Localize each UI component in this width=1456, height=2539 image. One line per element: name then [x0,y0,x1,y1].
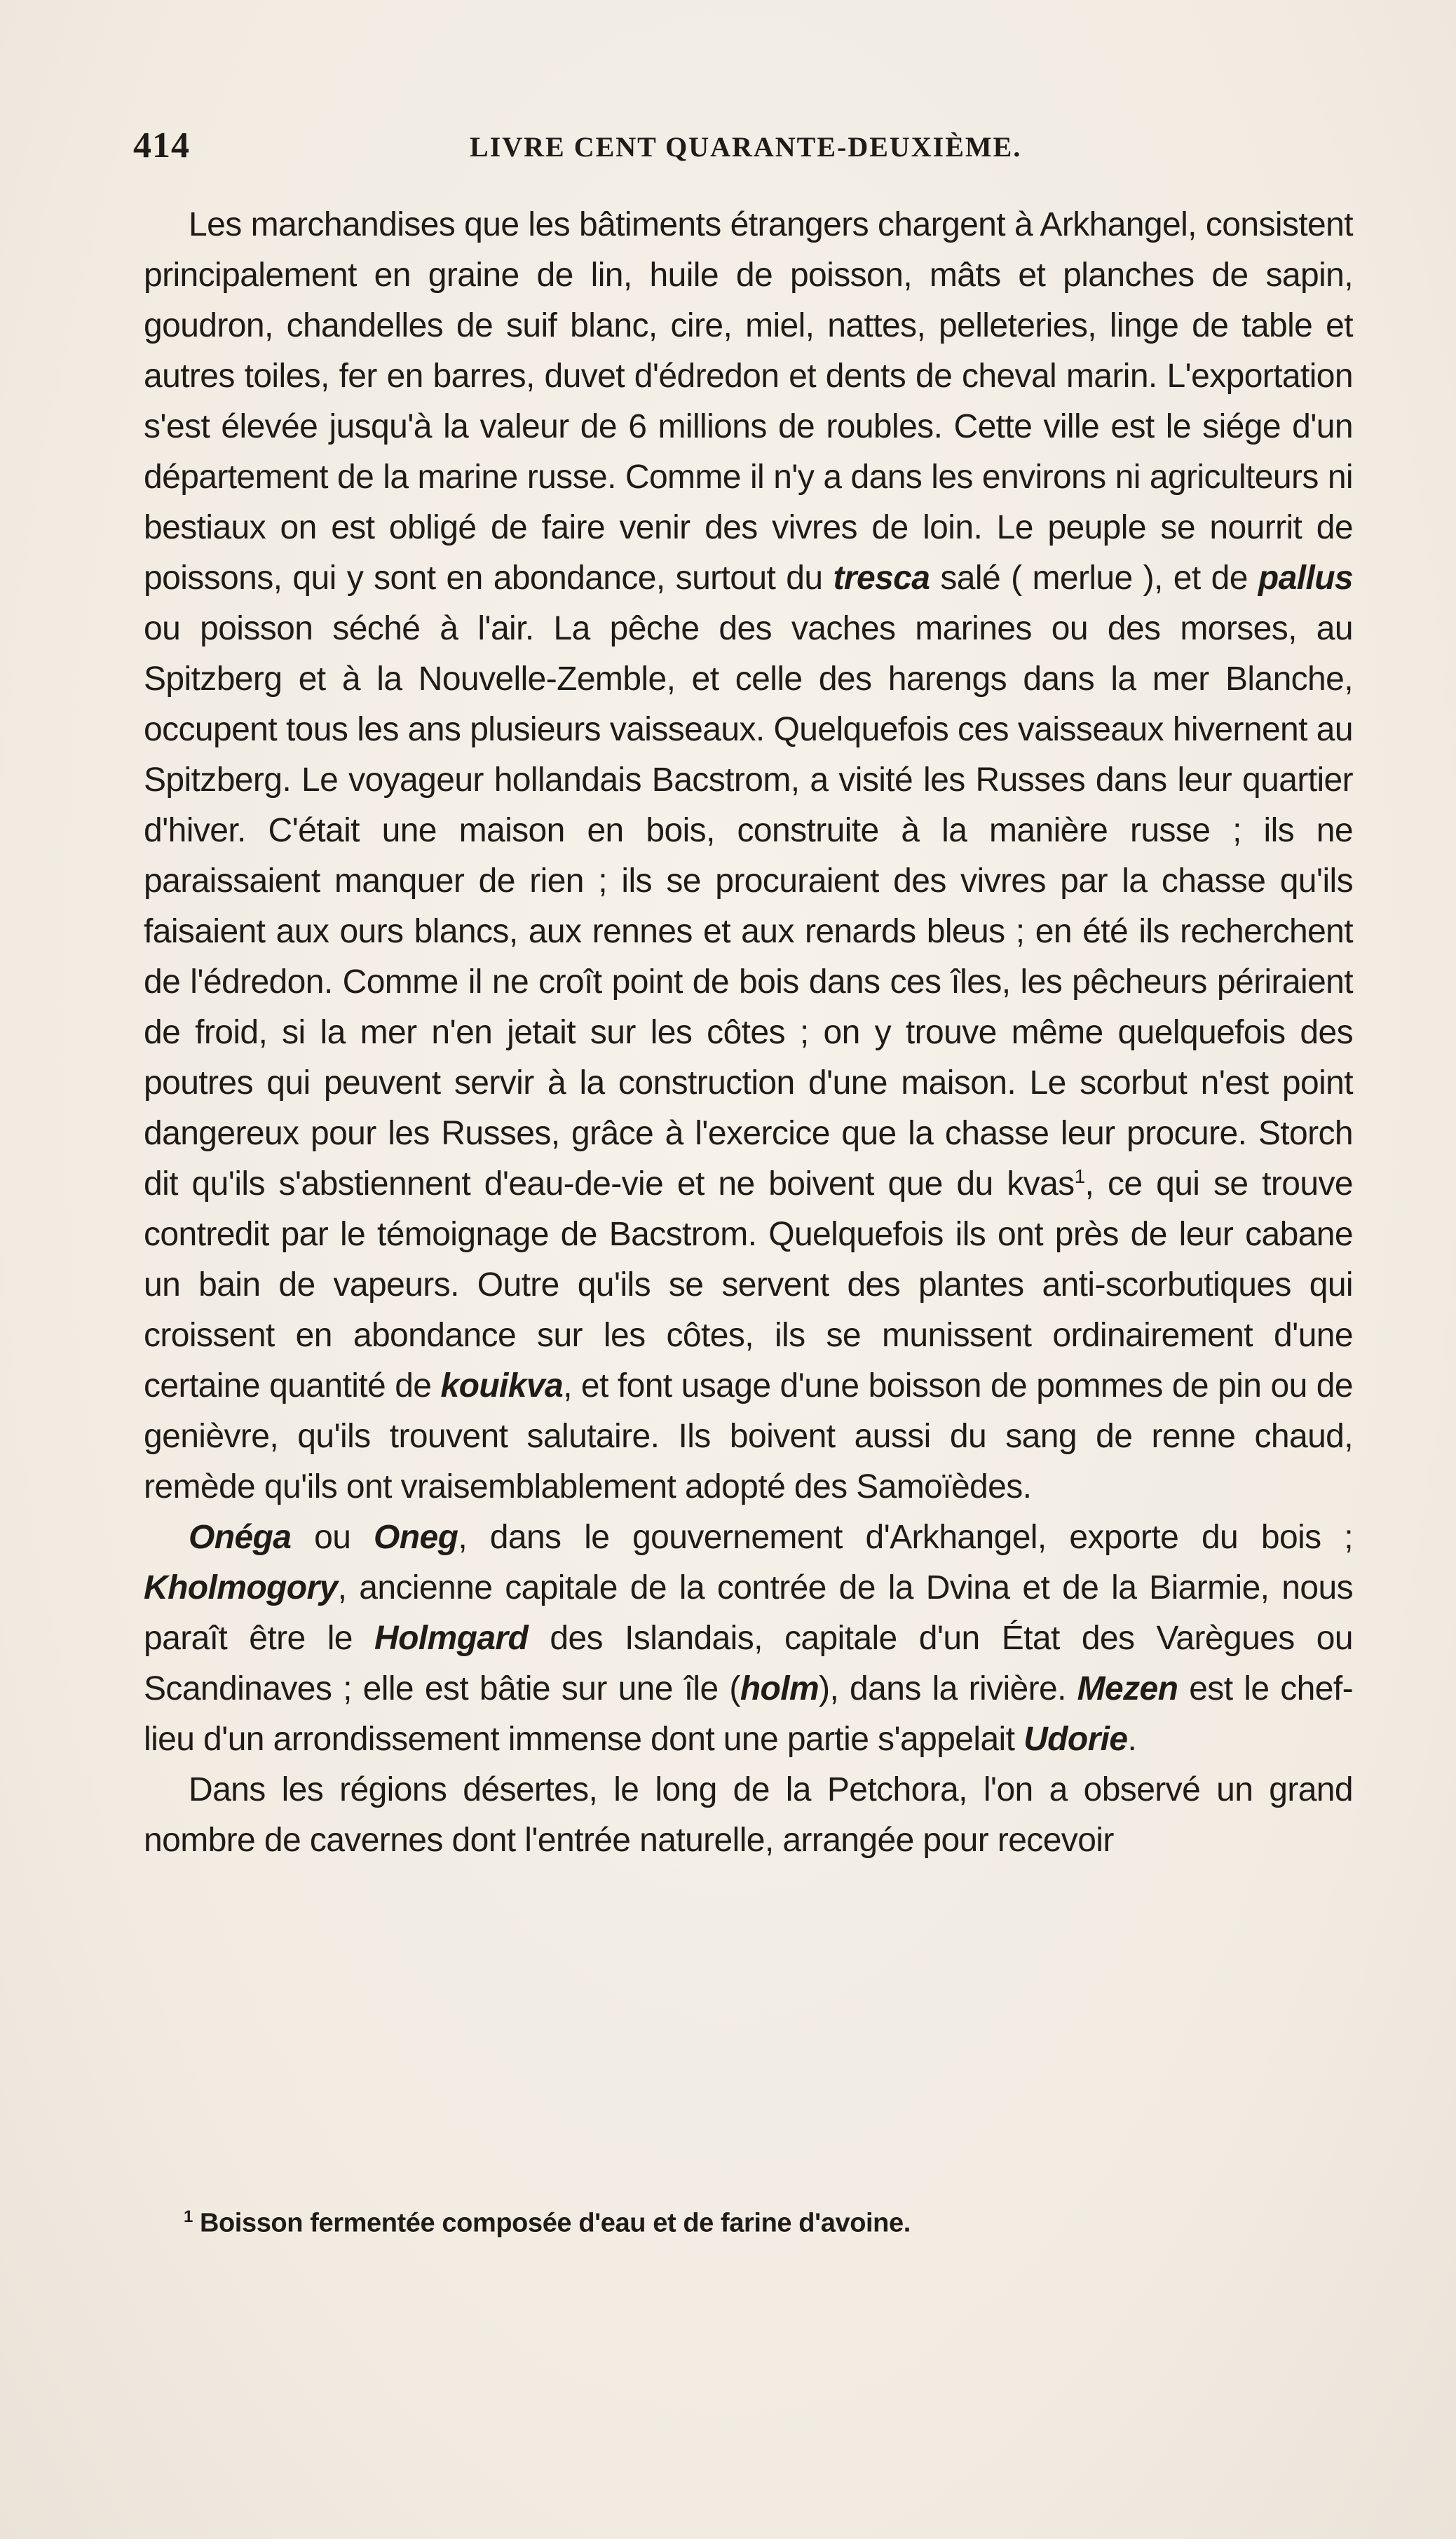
footnote-mark: 1 [184,2207,193,2226]
paragraph-1 [144,200,1353,1512]
text-run: , et font usage d'une boisson de pommes de pin ou de genièvre, qu'ils trouvent salutaire. Ils boivent aussi du sang de renne chaud, remède qu'ils ont vraisemblablement adopté des Samoïèdes. [144,1367,1353,1505]
footnote-reference[interactable]: 1 [1074,1165,1085,1187]
text-run: ou [291,1519,374,1556]
text-run: , dans le gouvernement d'Arkhangel, exporte du bois ; [458,1519,1353,1556]
body-text [144,200,1353,1866]
italic-place-name: Kholmogory [144,1569,338,1606]
italic-place-name: Holmgard [374,1620,529,1657]
text-run: Les marchandises que les bâtiments étrangers chargent à Arkhangel, consistent principalement en graine de lin, huile de poisson, mâts et planches de sapin, goudron, chandelles de suif blanc, cire, miel, nattes, pelleteries, linge de table et autres toiles, fer en barres, duvet d'édredon et dents de cheval marin. L'exportation s'est élevée jusqu'à la valeur de 6 millions de roubles. Cette ville est le siége d'un département de la marine russe. Comme il n'y a dans les environs ni agriculteurs ni bestiaux on est obligé de faire venir des vivres de loin. Le peuple se nourrit de poissons, qui y sont en abondance, surtout du [144,206,1353,597]
italic-place-name: Udorie [1023,1721,1128,1758]
text-run: . [1127,1721,1137,1758]
italic-term: holm [740,1670,819,1707]
text-run: ou poisson séché à l'air. La pêche des vaches marines ou des morses, au Spitzberg et à la Nouvelle-Zemble, et celle des harengs dans la mer Blanche, occupent tous les ans plusieurs vaisseaux. Quelquefois ces vaisseaux hivernent au Spitzberg. Le voyageur hollandais Bacstrom, a visité les Russes dans leur quartier d'hiver. C'était une maison en bois, construite à la manière russe ; ils ne paraissaient manquer de rien ; ils se procuraient des vivres par la chasse qu'ils faisaient aux ours blancs, aux rennes et aux renards bleus ; en été ils recherchent de l'édredon. Comme il ne croît point de bois dans ces îles, les pêcheurs périraient de froid, si la mer n'en jetait sur les côtes ; on y trouve même quelquefois des poutres qui peuvent servir à la construction d'une maison. Le scorbut n'est point dangereux pour les Russes, grâce à l'exercice que la chasse leur procure. Storch dit qu'ils s'abstiennent d'eau-de-vie et ne boivent que du kvas [144,610,1353,1203]
page-number: 414 [133,126,190,165]
text-run: ), dans la rivière. [819,1670,1077,1707]
italic-place-name: Mezen [1077,1670,1178,1707]
italic-term: kouikva [440,1367,564,1404]
italic-place-name: Oneg [374,1519,458,1556]
footnote-text: Boisson fermentée composée d'eau et de farine d'avoine. [199,2208,911,2238]
footnote [184,2207,1305,2239]
page-header [133,125,1353,181]
text-run: salé ( merlue ), et de [930,560,1258,597]
text-run: des Islandais, capitale d'un État des Varègues ou Scandinaves ; elle est bâtie sur une île ( [144,1620,1353,1707]
paragraph-3 [144,1765,1353,1866]
paragraph-2 [144,1512,1353,1765]
italic-place-name: Onéga [189,1519,292,1556]
running-head: LIVRE CENT QUARANTE-DEUXIÈME. [470,131,1022,163]
italic-term: pallus [1258,560,1354,597]
text-run: , ce qui se trouve contredit par le témoignage de Bacstrom. Quelquefois ils ont près de leur cabane un bain de vapeurs. Outre qu'ils se servent des plantes anti-scorbutiques qui croissent en abondance sur les côtes, ils se munissent ordinairement d'une certaine quantité de [144,1165,1353,1404]
text-run: est le chef-lieu d'un arrondissement immense dont une partie s'appelait [144,1670,1353,1758]
text-run: , ancienne capitale de la contrée de la Dvina et de la Biarmie, nous paraît être le [144,1569,1353,1657]
italic-term: tresca [833,560,930,597]
text-run: Dans les régions désertes, le long de la Petchora, l'on a observé un grand nombre de cavernes dont l'entrée naturelle, arrangée pour recevoir [144,1771,1353,1859]
